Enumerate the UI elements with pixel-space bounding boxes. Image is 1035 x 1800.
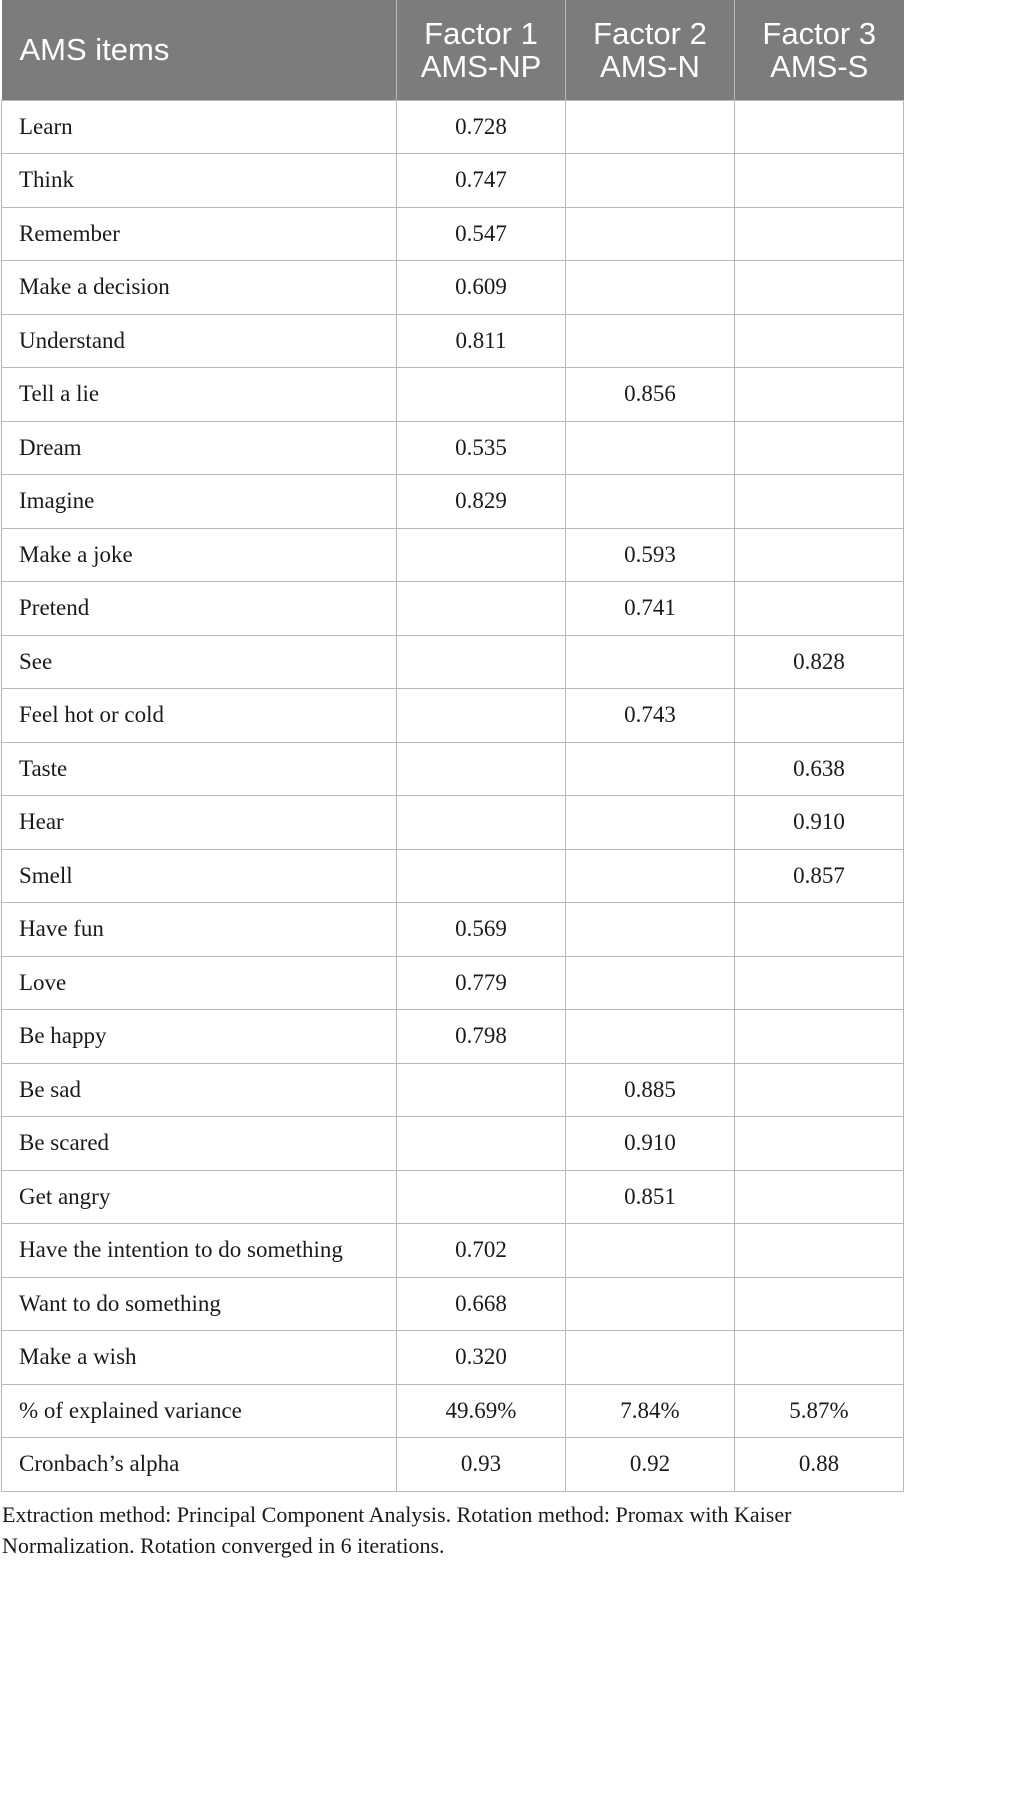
item-label-cell: Be happy: [2, 1010, 397, 1064]
factor-3-loading-cell: [735, 368, 904, 422]
factor-3-loading-cell: [735, 582, 904, 636]
header-text: Factor 2: [593, 15, 707, 51]
factor-2-loading-cell: 0.885: [566, 1063, 735, 1117]
item-label-cell: Have fun: [2, 903, 397, 957]
table-row: [2, 421, 904, 475]
factor-1-loading-cell: [397, 1063, 566, 1117]
factor-1-loading-cell: 0.609: [397, 261, 566, 315]
factor-2-loading-cell: 0.910: [566, 1117, 735, 1171]
factor-3-loading-cell: [735, 475, 904, 529]
item-label-cell: Have the intention to do something: [2, 1224, 397, 1278]
factor-1-loading-cell: [397, 1170, 566, 1224]
table-header: [2, 0, 904, 100]
factor-3-loading-cell: [735, 903, 904, 957]
item-label-cell: Be scared: [2, 1117, 397, 1171]
item-label-cell: Taste: [2, 742, 397, 796]
item-label-cell: Understand: [2, 314, 397, 368]
factor-2-loading-cell: 0.743: [566, 689, 735, 743]
table-row: [2, 100, 904, 154]
factor-1-loading-cell: 0.702: [397, 1224, 566, 1278]
header-subtext: AMS-NP: [420, 48, 542, 84]
factor-3-loading-cell: [735, 1117, 904, 1171]
table-row: [2, 635, 904, 689]
factor-loadings-table: [1, 0, 904, 1492]
factor-2-loading-cell: [566, 154, 735, 208]
factor-3-loading-cell: [735, 1063, 904, 1117]
factor-1-loading-cell: 0.535: [397, 421, 566, 475]
factor-2-loading-cell: 0.741: [566, 582, 735, 636]
factor-3-loading-cell: [735, 956, 904, 1010]
factor-3-loading-cell: 5.87%: [735, 1384, 904, 1438]
factor-1-loading-cell: 0.93: [397, 1438, 566, 1492]
table-body: [2, 100, 904, 1491]
table-row: [2, 154, 904, 208]
factor-1-loading-cell: [397, 528, 566, 582]
factor-1-loading-cell: 0.569: [397, 903, 566, 957]
factor-3-loading-cell: [735, 1331, 904, 1385]
item-label-cell: Love: [2, 956, 397, 1010]
factor-3-loading-cell: [735, 421, 904, 475]
factor-3-loading-cell: [735, 100, 904, 154]
factor-3-loading-cell: [735, 314, 904, 368]
factor-3-loading-cell: [735, 207, 904, 261]
factor-2-loading-cell: [566, 742, 735, 796]
factor-1-loading-cell: [397, 689, 566, 743]
factor-3-loading-cell: 0.88: [735, 1438, 904, 1492]
table-row: [2, 1224, 904, 1278]
factor-2-loading-cell: [566, 1010, 735, 1064]
table-row: [2, 742, 904, 796]
table-row: [2, 314, 904, 368]
factor-1-loading-cell: [397, 742, 566, 796]
factor-1-loading-cell: 0.779: [397, 956, 566, 1010]
table-row: [2, 849, 904, 903]
item-label-cell: Get angry: [2, 1170, 397, 1224]
factor-2-loading-cell: [566, 1331, 735, 1385]
item-label-cell: Make a wish: [2, 1331, 397, 1385]
factor-2-loading-cell: [566, 1224, 735, 1278]
factor-3-loading-cell: [735, 1170, 904, 1224]
factor-1-loading-cell: [397, 635, 566, 689]
item-label-cell: Learn: [2, 100, 397, 154]
factor-2-loading-cell: [566, 956, 735, 1010]
header-text: Factor 3: [762, 15, 877, 51]
item-label-cell: Smell: [2, 849, 397, 903]
factor-2-loading-cell: [566, 635, 735, 689]
factor-3-loading-cell: 0.857: [735, 849, 904, 903]
table-row: [2, 528, 904, 582]
header-ams-items: [2, 0, 397, 100]
table-row: [2, 261, 904, 315]
item-label-cell: Make a decision: [2, 261, 397, 315]
table-row: [2, 1063, 904, 1117]
table-row: [2, 1438, 904, 1492]
factor-1-loading-cell: 0.798: [397, 1010, 566, 1064]
table-row: [2, 207, 904, 261]
header-factor-2: [566, 0, 735, 100]
factor-1-loading-cell: 0.747: [397, 154, 566, 208]
table-footnote: Extraction method: Principal Component Analysis. Rotation method: Promax with Kaiser Normalization. Rotation converged in 6 iterations.: [2, 1502, 792, 1558]
item-label-cell: Dream: [2, 421, 397, 475]
item-label-cell: Feel hot or cold: [2, 689, 397, 743]
factor-3-loading-cell: [735, 528, 904, 582]
header-subtext: AMS-S: [770, 48, 869, 84]
factor-3-loading-cell: [735, 1277, 904, 1331]
table-row: [2, 1117, 904, 1171]
factor-2-loading-cell: [566, 421, 735, 475]
item-label-cell: Imagine: [2, 475, 397, 529]
factor-1-loading-cell: 0.547: [397, 207, 566, 261]
factor-2-loading-cell: [566, 314, 735, 368]
factor-1-loading-cell: [397, 1117, 566, 1171]
factor-3-loading-cell: [735, 261, 904, 315]
factor-2-loading-cell: [566, 796, 735, 850]
factor-3-loading-cell: 0.910: [735, 796, 904, 850]
factor-3-loading-cell: 0.638: [735, 742, 904, 796]
item-label-cell: % of explained variance: [2, 1384, 397, 1438]
factor-2-loading-cell: 0.851: [566, 1170, 735, 1224]
factor-3-loading-cell: [735, 689, 904, 743]
item-label-cell: Be sad: [2, 1063, 397, 1117]
item-label-cell: Think: [2, 154, 397, 208]
factor-3-loading-cell: [735, 1224, 904, 1278]
factor-2-loading-cell: 0.593: [566, 528, 735, 582]
table-row: [2, 1170, 904, 1224]
header-text: AMS items: [19, 32, 170, 68]
item-label-cell: Pretend: [2, 582, 397, 636]
factor-loadings-table-container: [1, 0, 903, 1492]
factor-3-loading-cell: [735, 154, 904, 208]
table-row: [2, 903, 904, 957]
factor-2-loading-cell: 0.92: [566, 1438, 735, 1492]
item-label-cell: Cronbach’s alpha: [2, 1438, 397, 1492]
factor-2-loading-cell: [566, 207, 735, 261]
header-subtext: AMS-N: [600, 48, 700, 84]
header-text: Factor 1: [424, 15, 538, 51]
factor-3-loading-cell: [735, 1010, 904, 1064]
table-row: [2, 1277, 904, 1331]
item-label-cell: Want to do something: [2, 1277, 397, 1331]
factor-1-loading-cell: 0.728: [397, 100, 566, 154]
factor-1-loading-cell: [397, 849, 566, 903]
factor-1-loading-cell: 0.829: [397, 475, 566, 529]
table-row: [2, 689, 904, 743]
table-row: [2, 1010, 904, 1064]
factor-2-loading-cell: [566, 1277, 735, 1331]
factor-2-loading-cell: [566, 849, 735, 903]
item-label-cell: Tell a lie: [2, 368, 397, 422]
factor-1-loading-cell: [397, 796, 566, 850]
item-label-cell: Make a joke: [2, 528, 397, 582]
header-factor-1: [397, 0, 566, 100]
item-label-cell: See: [2, 635, 397, 689]
factor-3-loading-cell: 0.828: [735, 635, 904, 689]
factor-2-loading-cell: 7.84%: [566, 1384, 735, 1438]
table-row: [2, 368, 904, 422]
factor-2-loading-cell: 0.856: [566, 368, 735, 422]
factor-2-loading-cell: [566, 261, 735, 315]
factor-2-loading-cell: [566, 100, 735, 154]
header-factor-3: [735, 0, 904, 100]
factor-2-loading-cell: [566, 903, 735, 957]
factor-1-loading-cell: 0.668: [397, 1277, 566, 1331]
table-row: [2, 956, 904, 1010]
factor-1-loading-cell: 49.69%: [397, 1384, 566, 1438]
table-row: [2, 796, 904, 850]
factor-1-loading-cell: [397, 582, 566, 636]
header-row: [2, 0, 904, 100]
factor-1-loading-cell: [397, 368, 566, 422]
table-row: [2, 1384, 904, 1438]
factor-1-loading-cell: 0.811: [397, 314, 566, 368]
table-row: [2, 1331, 904, 1385]
item-label-cell: Hear: [2, 796, 397, 850]
table-row: [2, 582, 904, 636]
factor-2-loading-cell: [566, 475, 735, 529]
factor-1-loading-cell: 0.320: [397, 1331, 566, 1385]
table-row: [2, 475, 904, 529]
item-label-cell: Remember: [2, 207, 397, 261]
